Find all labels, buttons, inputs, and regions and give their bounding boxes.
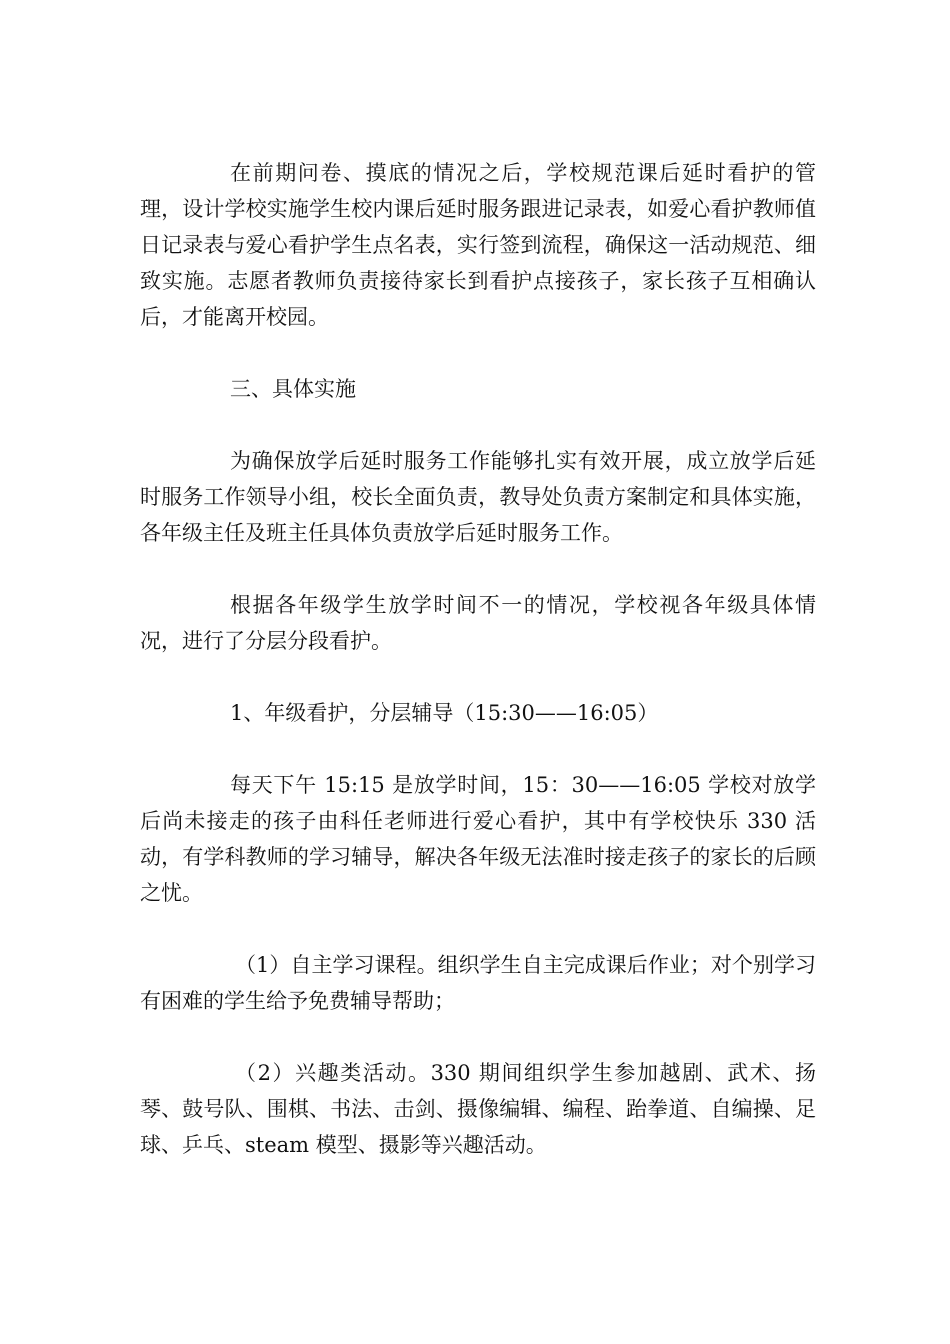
paragraph-management: 在前期问卷、摸底的情况之后，学校规范课后延时看护的管理，设计学校实施学生校内课后延时服务跟进记录表，如爱心看护教师值日记录表与爱心看护学生点名表，实行签到流程，确保这一活动规范、细致实施。志愿者教师负责接待家长到看护点接孩子，家长孩子互相确认后，才能离开校园。 (140, 161, 816, 329)
paragraph-leadership-group: 为确保放学后延时服务工作能够扎实有效开展，成立放学后延时服务工作领导小组，校长全面负责，教导处负责方案制定和具体实施，各年级主任及班主任具体负责放学后延时服务工作。 (140, 449, 816, 545)
document-body (140, 155, 816, 1199)
paragraph-daily-schedule: 每天下午 15:15 是放学时间，15：30——16:05 学校对放学后尚未接走的孩子由科任老师进行爱心看护，其中有学校快乐 330 活动，有学科教师的学习辅导，解决各年级无法准时接走孩子的家长的后顾之忧。 (140, 773, 816, 905)
paragraph-interest-activities: （2）兴趣类活动。330 期间组织学生参加越剧、武术、扬琴、鼓号队、围棋、书法、击剑、摄像编辑、编程、跆拳道、自编操、足球、乒乓、steam 模型、摄影等兴趣活动。 (140, 1061, 816, 1157)
paragraph-self-study: （1）自主学习课程。组织学生自主完成课后作业；对个别学习有困难的学生给予免费辅导帮助； (140, 953, 816, 1013)
section-heading-implementation: 三、具体实施 (230, 377, 356, 401)
subheading-grade-care: 1、年级看护，分层辅导（15:30——16:05） (230, 701, 659, 725)
paragraph-tiered-care: 根据各年级学生放学时间不一的情况，学校视各年级具体情况，进行了分层分段看护。 (140, 593, 816, 653)
